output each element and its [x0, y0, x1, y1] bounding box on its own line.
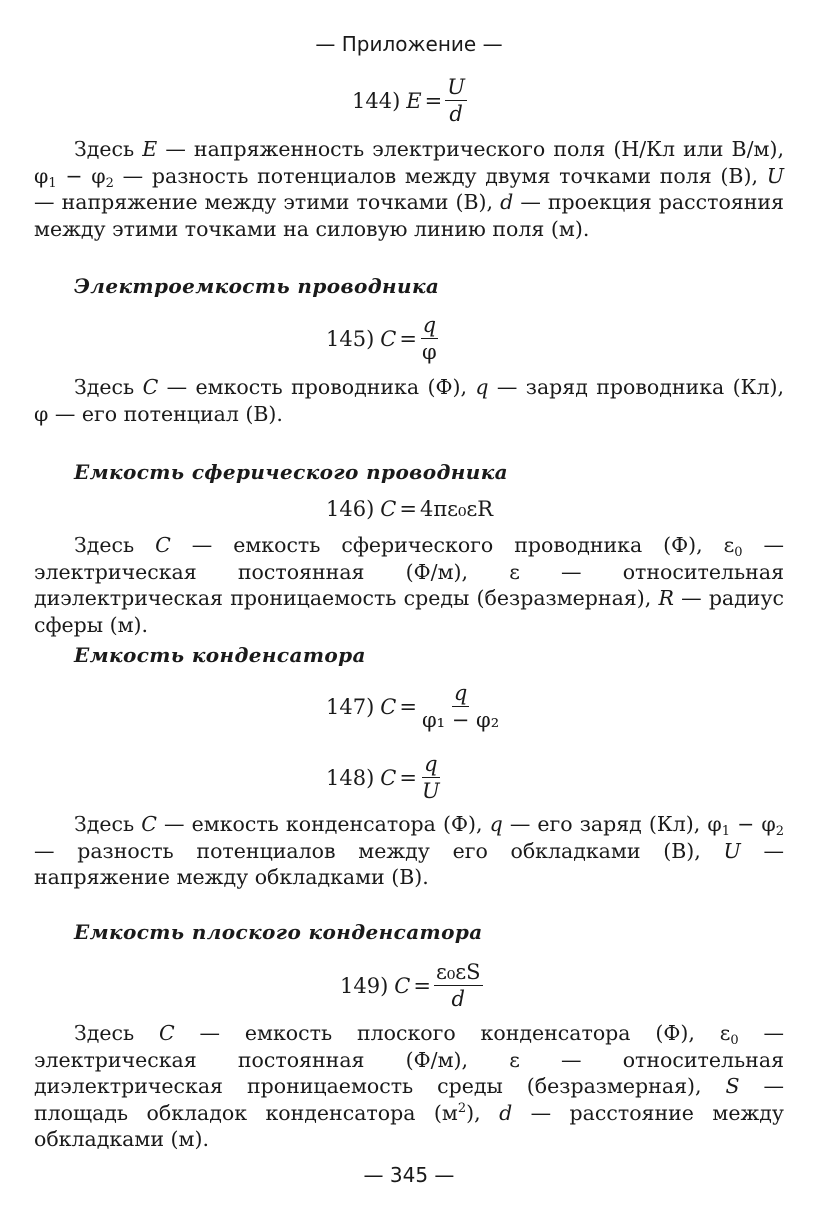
formula-149 [340, 960, 483, 1011]
formula-lhs: C [380, 694, 397, 719]
denominator: φ [421, 340, 437, 364]
section-heading: Емкость плоского конденсатора [74, 920, 483, 944]
numerator: q [422, 313, 437, 337]
page-number: — 345 — [363, 1163, 455, 1187]
equals-sign: = [399, 326, 417, 351]
formula-lhs: C [394, 973, 411, 998]
numerator: q [453, 681, 468, 705]
formula-147 [326, 681, 501, 732]
formula-lhs: C [380, 765, 397, 790]
numerator: q [424, 752, 438, 776]
denominator: U [421, 779, 440, 803]
numerator: U [447, 75, 465, 99]
fraction [420, 752, 442, 803]
paragraph-144: Здесь E — напряженность электрического поля (Н/Кл или В/м), $\varphi_1 - \varphi_2$ — разность потенциалов между двумя точками поля (В), U — напряжение между этими точками (В), d — проекция расстояния между этими точками на силовую линию поля (м). [34, 137, 784, 241]
formula-number: 147) [326, 694, 375, 719]
formula-145 [326, 313, 439, 364]
fraction [420, 313, 439, 364]
denominator: d [449, 102, 463, 126]
formula-lhs: C [380, 497, 397, 521]
fraction [445, 75, 467, 126]
equals-sign: = [399, 765, 417, 790]
fraction [434, 960, 483, 1011]
paragraph-148: Здесь C — емкость конденсатора (Ф), q — его заряд (Кл), $\varphi_1 - \varphi_2$ — разность потенциалов между его обкладками (В), U — напряжение между обкладками (В). [34, 812, 785, 889]
equals-sign: = [413, 973, 431, 998]
formula-number: 146) [326, 497, 375, 521]
section-heading: Электроемкость проводника [74, 274, 440, 298]
numerator: ε₀εS [435, 960, 481, 984]
paragraph-145: Здесь C — емкость проводника (Ф), q — заряд проводника (Кл), φ — его потенциал (В). [34, 375, 785, 426]
equals-sign: = [399, 497, 417, 521]
denominator: φ₁ − φ₂ [421, 708, 500, 732]
formula-number: 149) [340, 973, 389, 998]
formula-lhs: E [406, 88, 422, 113]
formula-146 [326, 497, 493, 521]
section-heading: Емкость сферического проводника [74, 460, 508, 484]
formula-rhs: 4πε₀εR [419, 497, 494, 521]
paragraph-149: Здесь C — емкость плоского конденсатора (Ф), $\varepsilon_0$ — электрическая постоянная (Ф/м), ε — относительная диэлектрическая проницаемость среды (безразмерная), S — площадь обкладок конденсатора $(м^2)$, d — расстояние между обкладками (м). [34, 1021, 784, 1151]
paragraph-146: Здесь C — емкость сферического проводника (Ф), $\varepsilon_0$ — электрическая постоянная (Ф/м), ε — относительная диэлектрическая проницаемость среды (безразмерная), R — радиус сферы (м). [34, 533, 784, 637]
document-page [34, 0, 784, 1219]
section-heading: Емкость конденсатора [74, 643, 366, 667]
formula-number: 145) [326, 326, 375, 351]
denominator: d [451, 987, 465, 1011]
formula-144 [352, 75, 467, 126]
formula-number: 144) [352, 88, 401, 113]
formula-148 [326, 752, 442, 803]
equals-sign: = [424, 88, 443, 113]
formula-lhs: C [380, 326, 397, 351]
equals-sign: = [399, 694, 417, 719]
fraction [420, 681, 501, 732]
formula-number: 148) [326, 765, 375, 790]
running-header: — Приложение — [315, 32, 503, 56]
